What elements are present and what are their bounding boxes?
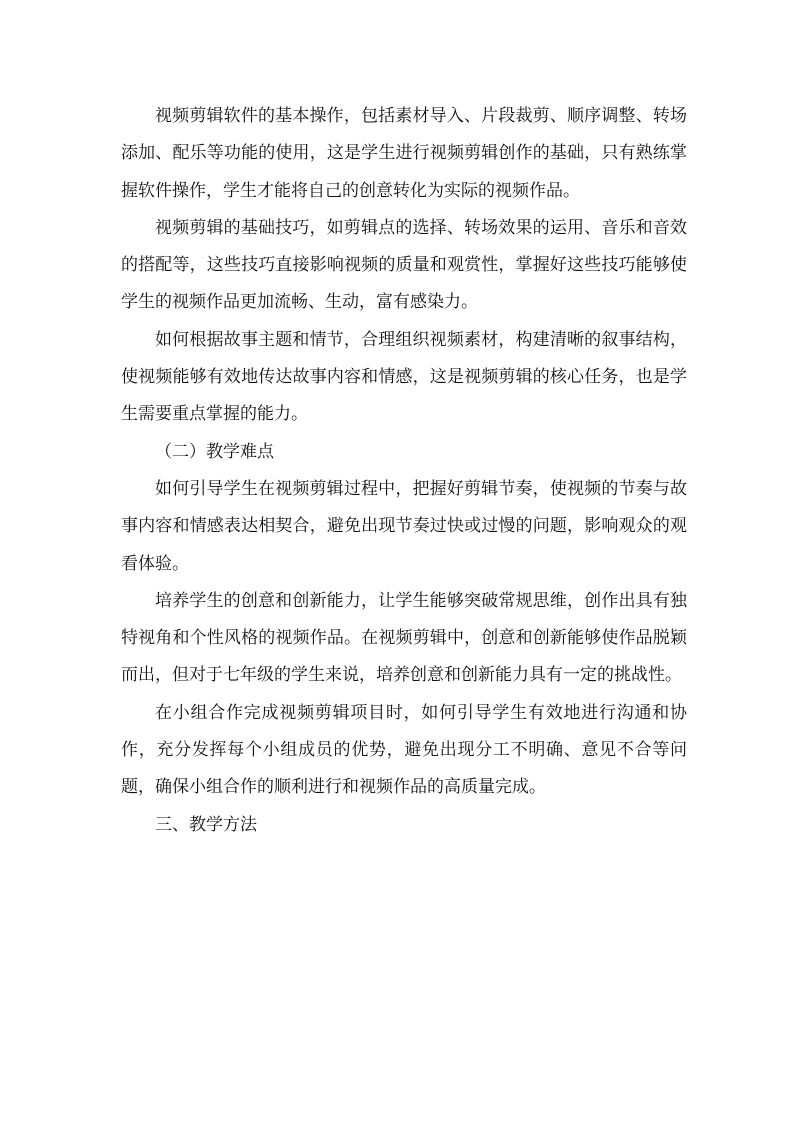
document-body	[121, 98, 687, 844]
paragraph-software-operations: 视频剪辑软件的基本操作，包括素材导入、片段裁剪、顺序调整、转场添加、配乐等功能的使用，这是学生进行视频剪辑创作的基础，只有熟练掌握软件操作，学生才能将自己的创意转化为实际的视频作品。	[121, 106, 687, 201]
section-heading-teaching-difficulties: （二）教学难点	[155, 441, 274, 462]
paragraph-creativity: 培养学生的创意和创新能力，让学生能够突破常规思维，创作出具有独特视角和个性风格的视频作品。在视频剪辑中，创意和创新能够使作品脱颖而出，但对于七年级的学生来说，培养创意和创新能力具有一定的挑战性。	[121, 590, 687, 686]
paragraph-editing-techniques: 视频剪辑的基础技巧，如剪辑点的选择、转场效果的运用、音乐和音效的搭配等，这些技巧直接影响视频的质量和观赏性，掌握好这些技巧能够使学生的视频作品更加流畅、生动，富有感染力。	[121, 217, 687, 313]
section-heading-teaching-methods: 三、教学方法	[155, 814, 257, 835]
paragraph-editing-rhythm: 如何引导学生在视频剪辑过程中，把握好剪辑节奏，使视频的节奏与故事内容和情感表达相契合，避免出现节奏过快或过慢的问题，影响观众的观看体验。	[121, 478, 687, 574]
paragraph-narrative-structure: 如何根据故事主题和情节，合理组织视频素材，构建清晰的叙事结构，使视频能够有效地传达故事内容和情感，这是视频剪辑的核心任务，也是学生需要重点掌握的能力。	[121, 329, 687, 425]
paragraph-group-cooperation: 在小组合作完成视频剪辑项目时，如何引导学生有效地进行沟通和协作，充分发挥每个小组成员的优势，避免出现分工不明确、意见不合等问题，确保小组合作的顺利进行和视频作品的高质量完成。	[121, 702, 687, 798]
